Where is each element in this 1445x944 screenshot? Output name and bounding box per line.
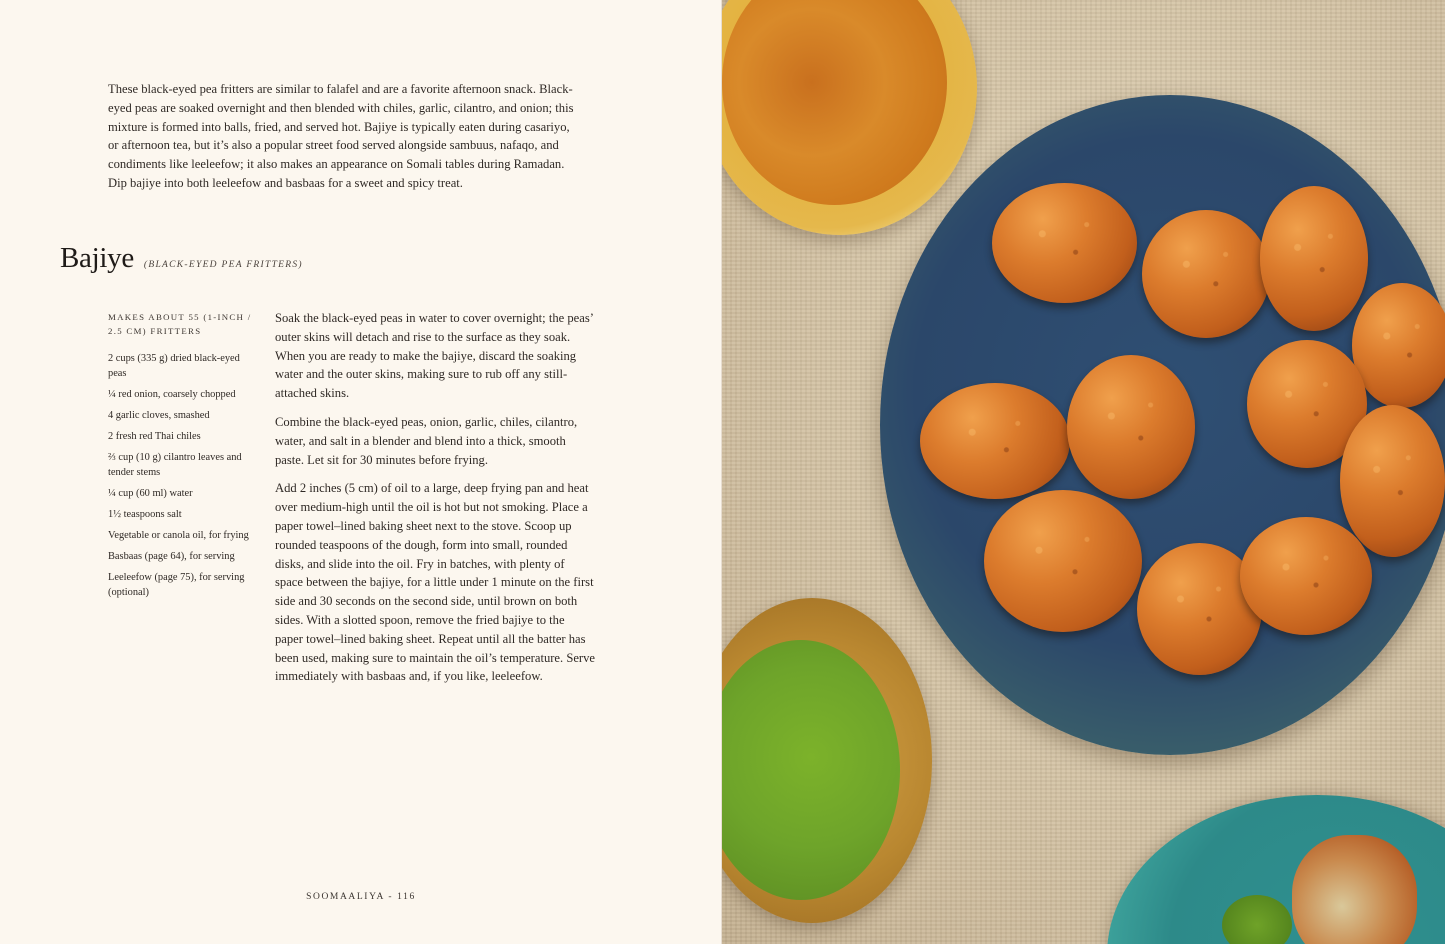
- photo-page: [722, 0, 1445, 944]
- page-number: 116: [397, 892, 416, 902]
- ingredient-item: ¼ red onion, coarsely chopped: [108, 388, 236, 400]
- ingredient-item: Vegetable or canola oil, for frying: [108, 529, 249, 541]
- fritter: [984, 490, 1142, 632]
- method-column: [275, 309, 595, 696]
- ingredient-item: 2 fresh red Thai chiles: [108, 430, 201, 442]
- ingredient-item: 4 garlic cloves, smashed: [108, 409, 210, 421]
- recipe-title: Bajiye: [60, 242, 134, 274]
- ingredient-item: 1½ teaspoons salt: [108, 508, 182, 520]
- intro-text: These black-eyed pea fritters are similar to falafel and are a favorite afternoon snack. Black-eyed peas are soaked overnight and then blended with chiles, garlic, cilantro, and onion; this mixture is formed into balls, fried, and served hot. Bajiye is typically eaten during casariyo, or afternoon tea, but it’s also a popular street food served alongside sambuus, nafaqo, and condiments like leeleefow; it also makes an appearance on Somali tables during Ramadan. Dip bajiye into both leeleefow and basbaas for a sweet and spicy treat.: [108, 82, 574, 190]
- fritter: [1260, 186, 1368, 331]
- footer-separator: -: [388, 892, 394, 902]
- method-step: Add 2 inches (5 cm) of oil to a large, deep frying pan and heat over medium-high until the oil is hot but not smoking. Place a paper towel–lined baking sheet next to the stove. Scoop up rounded teaspoons of the dough, form into small, rounded disks, and slide into the oil. Fry in batches, with plenty of space between the bajiye, for a little under 1 minute on the first side and 30 seconds on the second side, until brown on both sides. With a slotted spoon, remove the fried bajiye to the paper towel–lined baking sheet. Repeat until all the batter has been used, making sure to maintain the oil’s temperature. Serve immediately with basbaas and, if you like, leeleefow.: [275, 481, 595, 684]
- fritter: [1240, 517, 1372, 635]
- footer-section: SOOMAALIYA: [306, 892, 385, 902]
- fritter: [1067, 355, 1195, 499]
- fritter: [1352, 283, 1445, 408]
- recipe-heading: [60, 242, 303, 275]
- fritter: [992, 183, 1137, 303]
- recipe-subtitle: (BLACK-EYED PEA FRITTERS): [143, 260, 303, 270]
- intro-paragraph: [108, 80, 583, 193]
- ingredient-item: 2 cups (335 g) dried black-eyed peas: [108, 353, 240, 379]
- text-page: [0, 0, 722, 944]
- fritter: [1340, 405, 1445, 557]
- page-footer: [0, 892, 722, 902]
- fritter: [1142, 210, 1270, 338]
- ingredient-item: Basbaas (page 64), for serving: [108, 550, 235, 562]
- method-step: Soak the black-eyed peas in water to cover overnight; the peas’ outer skins will detach and rise to the surface as they soak. When you are ready to make the bajiye, discard the soaking water and the outer skins, making sure to rub off any still-attached skins.: [275, 311, 593, 401]
- fritter: [920, 383, 1070, 499]
- ingredient-item: ⅔ cup (10 g) cilantro leaves and tender stems: [108, 451, 242, 478]
- recipe-yield: MAKES ABOUT 55 (1-INCH / 2.5 CM) FRITTERS: [108, 312, 252, 336]
- ingredient-item: ¼ cup (60 ml) water: [108, 487, 193, 499]
- ingredient-list: [108, 352, 258, 600]
- ingredient-item: Leeleefow (page 75), for serving (optional): [108, 572, 245, 598]
- ingredients-column: [108, 310, 258, 607]
- method-step: Combine the black-eyed peas, onion, garlic, chiles, cilantro, water, and salt in a blender and blend into a thick, smooth paste. Let sit for 30 minutes before frying.: [275, 414, 578, 467]
- food-photo: [722, 0, 1445, 944]
- halved-fritter: [1292, 835, 1417, 944]
